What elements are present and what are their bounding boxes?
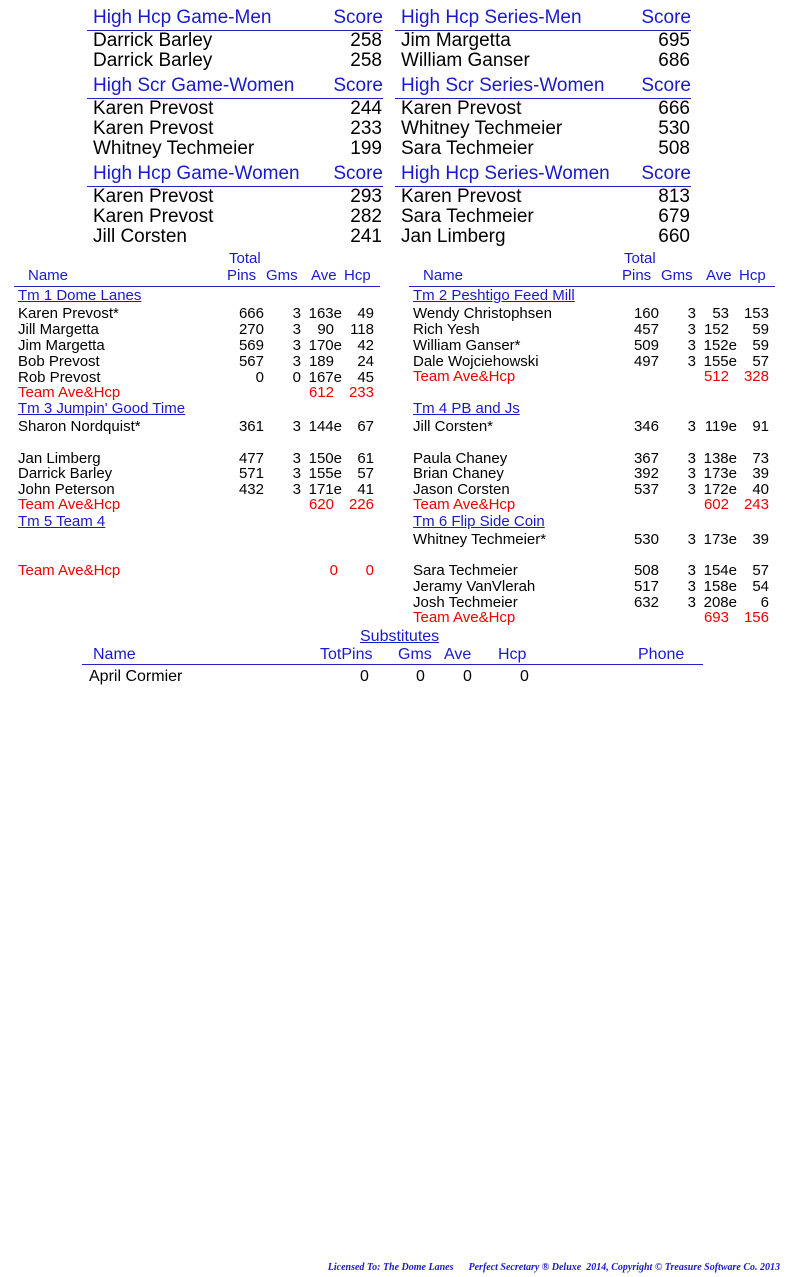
bowler-row: [413, 419, 769, 435]
header-gms: Gms: [661, 267, 693, 284]
header-name: Name: [28, 267, 69, 284]
bowler-average: 155e: [308, 465, 342, 482]
high-score-row: [87, 31, 383, 51]
high-score-row: [395, 119, 691, 139]
bowler-average: 119e: [704, 418, 737, 435]
header-pins: Pins: [622, 267, 652, 284]
bowler-handicap: 54: [752, 578, 769, 595]
header-pins: Pins: [227, 267, 257, 284]
high-score-row: [87, 227, 383, 247]
bowler-handicap: 61: [357, 450, 374, 467]
bowler-row-empty: [413, 435, 769, 451]
bowler-name: Whitney Techmeier*: [413, 531, 547, 548]
bowler-handicap: 118: [350, 321, 374, 338]
bowler-row: [18, 419, 374, 435]
team-average-row: [413, 369, 769, 385]
bowler-average: 90: [317, 321, 334, 338]
bowler-games: 3: [687, 321, 696, 338]
bowler-average: 170e: [308, 337, 342, 354]
bowler-name: Jim Margetta: [401, 30, 511, 51]
license-text: Licensed To: The Dome Lanes: [327, 1262, 454, 1273]
bowler-score: 686: [658, 50, 690, 71]
header-gms: Gms: [266, 267, 298, 284]
score-label: Score: [333, 7, 383, 28]
high-score-block-hcp-game-men: [87, 6, 383, 71]
bowler-pins: 567: [238, 353, 264, 370]
team-average: 620: [308, 496, 334, 513]
bowler-name: Darrick Barley: [18, 465, 113, 482]
subs-header-phone: Phone: [638, 646, 685, 663]
bowler-handicap: 57: [752, 562, 769, 579]
bowler-average: 173e: [703, 531, 737, 548]
bowler-average: 150e: [308, 450, 342, 467]
bowler-handicap: 24: [357, 353, 374, 370]
bowler-games: 0: [292, 369, 301, 386]
bowler-average: 172e: [703, 481, 737, 498]
bowler-score: 508: [658, 138, 690, 159]
team-average-label: Team Ave&Hcp: [413, 496, 516, 513]
team-handicap: 243: [743, 496, 769, 513]
team-title: Tm 1 Dome Lanes: [18, 287, 142, 304]
bowler-name: Whitney Techmeier: [93, 138, 255, 159]
bowler-name: Jeramy VanVlerah: [413, 578, 536, 595]
bowler-name: Jill Margetta: [18, 321, 99, 338]
team-title: Tm 6 Flip Side Coin: [413, 513, 545, 530]
bowler-score: 666: [658, 98, 690, 119]
high-score-row: [395, 51, 691, 71]
team-average-label: Team Ave&Hcp: [18, 496, 121, 513]
high-score-title: High Hcp Game-Women: [93, 163, 300, 184]
bowler-pins: 392: [633, 465, 659, 482]
bowler-row: [18, 338, 374, 354]
bowler-row: [413, 338, 769, 354]
high-score-row: [87, 207, 383, 227]
subs-header-hcp: Hcp: [498, 646, 527, 663]
team-average: 693: [703, 609, 729, 626]
bowler-handicap: 67: [357, 418, 374, 435]
high-score-title: High Scr Game-Women: [93, 75, 295, 96]
bowler-score: 258: [350, 50, 382, 71]
bowler-name: Karen Prevost: [401, 186, 522, 207]
bowler-handicap: 49: [357, 305, 374, 322]
bowler-name: Karen Prevost: [93, 118, 214, 139]
header-ave: Ave: [311, 267, 337, 284]
bowler-average: 173e: [703, 465, 737, 482]
bowler-average: 167e: [308, 369, 342, 386]
bowler-name: Jill Corsten*: [413, 418, 494, 435]
bowler-handicap: 57: [752, 353, 769, 370]
bowler-handicap: 42: [357, 337, 374, 354]
bowler-handicap: 45: [357, 369, 374, 386]
bowler-name: Karen Prevost: [93, 98, 214, 119]
bowler-row: [413, 563, 769, 579]
high-score-row: [395, 187, 691, 207]
team-average: 0: [329, 562, 338, 579]
bowler-average: 155e: [703, 353, 737, 370]
bowler-pins: 477: [238, 450, 264, 467]
bowler-games: 3: [687, 337, 696, 354]
substitute-totpins: 0: [360, 668, 369, 685]
bowler-name: Karen Prevost: [93, 206, 214, 227]
bowler-row: [413, 466, 769, 482]
header-total: Total: [229, 250, 261, 267]
bowler-name: Sara Techmeier: [413, 562, 518, 579]
team-title: Tm 4 PB and Js: [413, 400, 520, 417]
substitute-handicap: 0: [520, 668, 529, 685]
bowler-handicap: 59: [752, 321, 769, 338]
bowler-average: 208e: [703, 594, 737, 611]
substitute-average: 0: [463, 668, 472, 685]
bowler-name: Jill Corsten: [93, 226, 187, 247]
bowler-pins: 0: [255, 369, 264, 386]
team-handicap: 233: [348, 384, 374, 401]
bowler-games: 3: [292, 321, 301, 338]
bowler-name: Wendy Christophsen: [413, 305, 552, 322]
bowler-row: [413, 579, 769, 595]
high-score-block-scr-game-women: [87, 74, 383, 159]
bowler-score: 233: [350, 118, 382, 139]
bowler-name: Jan Limberg: [18, 450, 101, 467]
bowler-games: 3: [292, 450, 301, 467]
bowler-name: Whitney Techmeier: [401, 118, 563, 139]
high-score-row: [87, 51, 383, 71]
bowler-score: 293: [350, 186, 382, 207]
bowler-games: 3: [292, 418, 301, 435]
bowler-pins: 537: [633, 481, 659, 498]
bowler-pins: 160: [633, 305, 659, 322]
bowler-games: 3: [687, 465, 696, 482]
bowler-average: 171e: [308, 481, 342, 498]
bowler-score: 813: [658, 186, 690, 207]
bowler-score: 244: [350, 98, 382, 119]
bowler-pins: 666: [238, 305, 264, 322]
team-average-label: Team Ave&Hcp: [18, 562, 121, 579]
high-score-row: [395, 207, 691, 227]
bowler-score: 530: [658, 118, 690, 139]
bowler-pins: 361: [238, 418, 264, 435]
high-score-block-scr-series-women: [395, 74, 691, 159]
bowler-score: 695: [658, 30, 690, 51]
team-average-label: Team Ave&Hcp: [18, 384, 121, 401]
bowler-name: John Peterson: [18, 481, 115, 498]
bowler-handicap: 40: [752, 481, 769, 498]
bowler-score: 258: [350, 30, 382, 51]
bowler-row: [18, 466, 374, 482]
bowler-average: 152e: [703, 337, 737, 354]
high-score-row: [87, 119, 383, 139]
bowler-handicap: 57: [357, 465, 374, 482]
bowler-games: 3: [292, 305, 301, 322]
bowler-pins: 508: [633, 562, 659, 579]
bowler-name: Darrick Barley: [93, 50, 213, 71]
bowler-games: 3: [687, 562, 696, 579]
license-footer: [0, 1262, 780, 1274]
team-handicap: 328: [743, 368, 769, 385]
high-score-block-hcp-game-women: [87, 162, 383, 247]
bowler-games: 3: [687, 578, 696, 595]
bowler-name: Sara Techmeier: [401, 206, 534, 227]
team-average: 602: [703, 496, 729, 513]
bowler-name: Brian Chaney: [413, 465, 504, 482]
bowler-handicap: 91: [752, 418, 769, 435]
bowler-name: Sharon Nordquist*: [18, 418, 141, 435]
team-average: 512: [703, 368, 729, 385]
bowler-name: William Ganser*: [413, 337, 521, 354]
bowler-row: [18, 354, 374, 370]
substitute-games: 0: [416, 668, 425, 685]
bowler-average: 158e: [703, 578, 737, 595]
bowler-name: Karen Prevost: [401, 98, 522, 119]
bowler-pins: 497: [633, 353, 659, 370]
bowler-name: Karen Prevost: [93, 186, 214, 207]
bowler-average: 138e: [703, 450, 737, 467]
team-handicap: 156: [743, 609, 769, 626]
bowler-average: 189: [308, 353, 334, 370]
bowler-name: Bob Prevost: [18, 353, 100, 370]
team-average-row: [18, 385, 374, 401]
bowler-name: Dale Wojciehowski: [413, 353, 539, 370]
bowler-games: 3: [687, 353, 696, 370]
bowler-score: 199: [350, 138, 382, 159]
bowler-games: 3: [292, 353, 301, 370]
team-title: Tm 2 Peshtigo Feed Mill: [413, 287, 575, 304]
bowler-handicap: 6: [760, 594, 769, 611]
bowler-row: [18, 322, 374, 338]
high-score-title: High Hcp Series-Men: [401, 7, 582, 28]
bowler-name: William Ganser: [401, 50, 530, 71]
subs-header-rule: [82, 664, 703, 665]
score-label: Score: [641, 163, 691, 184]
bowler-name: Jan Limberg: [401, 226, 506, 247]
bowler-row-empty: [18, 435, 374, 451]
high-score-row: [395, 31, 691, 51]
header-hcp: Hcp: [739, 267, 766, 284]
team-average-label: Team Ave&Hcp: [413, 368, 516, 385]
high-score-title: High Scr Series-Women: [401, 75, 605, 96]
bowler-name: Josh Techmeier: [413, 594, 518, 611]
bowler-handicap: 59: [752, 337, 769, 354]
bowler-handicap: 39: [752, 465, 769, 482]
bowler-row: [413, 532, 769, 548]
high-score-row: [395, 99, 691, 119]
subs-header-gms: Gms: [398, 646, 432, 663]
high-score-title: High Hcp Game-Men: [93, 7, 272, 28]
header-hcp: Hcp: [344, 267, 371, 284]
bowler-pins: 367: [633, 450, 659, 467]
team-average-row: [18, 497, 374, 513]
bowler-handicap: 73: [752, 450, 769, 467]
high-score-title: High Hcp Series-Women: [401, 163, 610, 184]
bowler-games: 3: [687, 450, 696, 467]
team-handicap: 0: [365, 562, 374, 579]
bowler-games: 3: [687, 418, 696, 435]
bowler-score: 679: [658, 206, 690, 227]
copyright-text: Perfect Secretary ® Deluxe 2014, Copyright © Treasure Software Co. 2013: [468, 1262, 780, 1273]
bowler-handicap: 153: [743, 305, 769, 322]
bowler-name: Rob Prevost: [18, 369, 101, 386]
bowler-games: 3: [687, 481, 696, 498]
bowler-average: 144e: [308, 418, 342, 435]
bowler-games: 3: [687, 305, 696, 322]
bowler-name: Paula Chaney: [413, 450, 508, 467]
bowler-average: 53: [712, 305, 729, 322]
bowler-name: Sara Techmeier: [401, 138, 534, 159]
bowler-pins: 517: [633, 578, 659, 595]
bowler-games: 3: [292, 337, 301, 354]
team-average-row: [413, 497, 769, 513]
bowler-pins: 270: [238, 321, 264, 338]
bowler-average: 163e: [308, 305, 342, 322]
score-label: Score: [333, 163, 383, 184]
header-total: Total: [624, 250, 656, 267]
bowler-handicap: 41: [357, 481, 374, 498]
score-label: Score: [641, 7, 691, 28]
bowler-games: 3: [292, 465, 301, 482]
bowler-games: 3: [687, 531, 696, 548]
bowler-pins: 432: [238, 481, 264, 498]
bowler-pins: 632: [633, 594, 659, 611]
team-title: Tm 3 Jumpin' Good Time: [18, 400, 186, 417]
high-score-row: [87, 139, 383, 159]
high-score-row: [395, 139, 691, 159]
bowler-average: 154e: [703, 562, 737, 579]
high-score-row: [87, 187, 383, 207]
bowler-name: Karen Prevost*: [18, 305, 119, 322]
team-average-row: [413, 610, 769, 626]
bowler-score: 282: [350, 206, 382, 227]
bowler-name: Darrick Barley: [93, 30, 213, 51]
score-label: Score: [641, 75, 691, 96]
bowler-pins: 457: [633, 321, 659, 338]
bowler-name: Jim Margetta: [18, 337, 105, 354]
bowler-games: 3: [687, 594, 696, 611]
bowler-row: [18, 306, 374, 322]
bowler-row: [413, 322, 769, 338]
bowler-games: 3: [292, 481, 301, 498]
team-handicap: 226: [348, 496, 374, 513]
high-score-row: [87, 99, 383, 119]
bowler-score: 660: [658, 226, 690, 247]
substitutes-title: Substitutes: [360, 628, 440, 645]
bowler-pins: 530: [633, 531, 659, 548]
subs-header-totpins: TotPins: [320, 646, 373, 663]
high-score-block-hcp-series-men: [395, 6, 691, 71]
bowler-pins: 569: [238, 337, 264, 354]
high-score-row: [395, 227, 691, 247]
bowler-row: [413, 306, 769, 322]
subs-header-ave: Ave: [444, 646, 472, 663]
header-name: Name: [423, 267, 464, 284]
bowler-pins: 346: [633, 418, 659, 435]
score-label: Score: [333, 75, 383, 96]
bowler-name: Rich Yesh: [413, 321, 480, 338]
bowler-pins: 509: [633, 337, 659, 354]
substitute-name: April Cormier: [89, 668, 183, 685]
team-title: Tm 5 Team 4: [18, 513, 106, 530]
bowler-score: 241: [350, 226, 382, 247]
team-average: 612: [308, 384, 334, 401]
bowler-name: Jason Corsten: [413, 481, 510, 498]
subs-header-name: Name: [93, 646, 136, 663]
header-ave: Ave: [706, 267, 732, 284]
bowler-average: 152: [703, 321, 729, 338]
high-score-block-hcp-series-women: [395, 162, 691, 247]
bowler-pins: 571: [238, 465, 264, 482]
team-average-row: [18, 563, 374, 579]
team-average-label: Team Ave&Hcp: [413, 609, 516, 626]
substitute-row: [0, 668, 800, 686]
bowler-handicap: 39: [752, 531, 769, 548]
